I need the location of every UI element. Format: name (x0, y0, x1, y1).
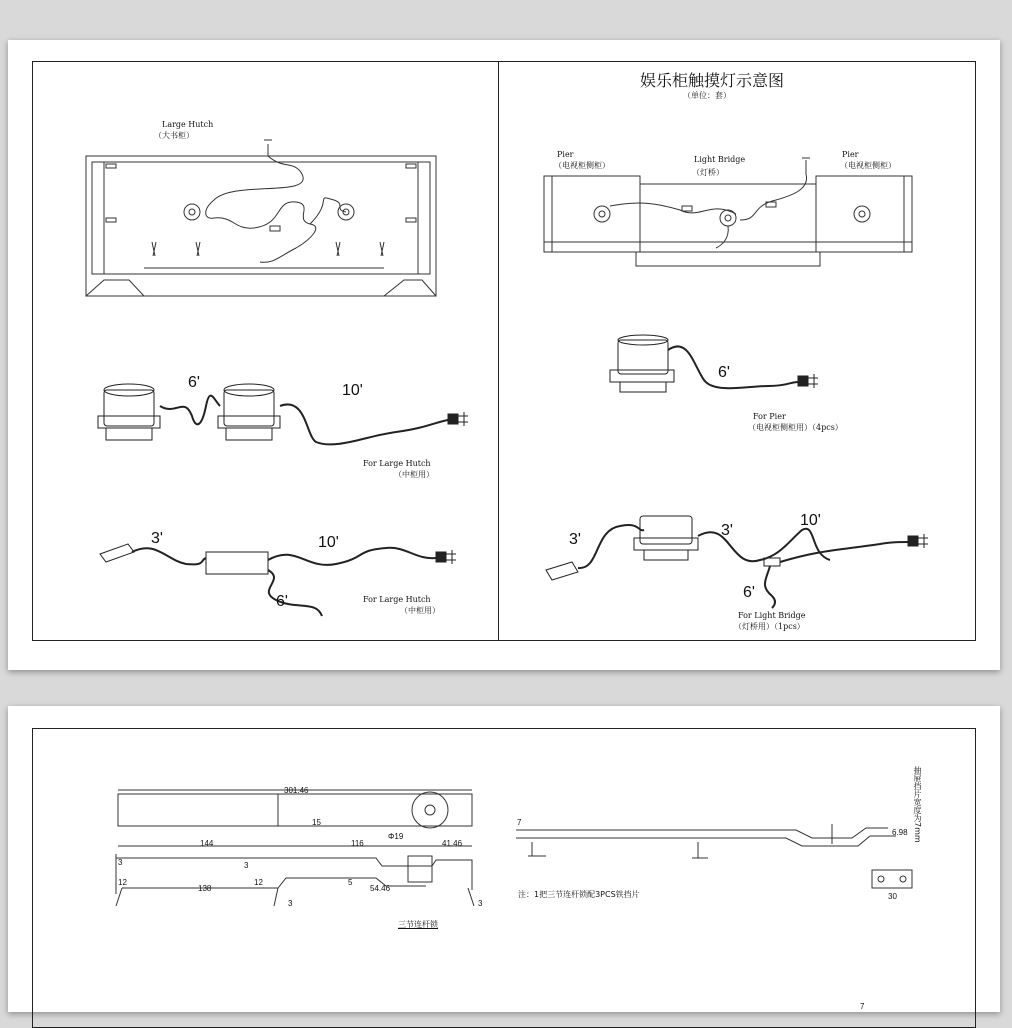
pier-left-label: Pier (557, 150, 574, 159)
dim-30: 30 (888, 892, 897, 901)
driver-cable-length-10: 10' (318, 534, 339, 551)
drawing-sheet-1 (8, 40, 1000, 670)
dim-41: 41.46 (442, 839, 463, 848)
pier-caption: For Pier (753, 412, 786, 421)
bridge-caption-cn: （灯桥用）（1pcs） (734, 622, 805, 631)
dim-3-b: 3 (244, 861, 249, 870)
hutch-label-cn: （大书柜） (154, 131, 194, 140)
bridge-caption: For Light Bridge (738, 611, 806, 620)
lamps-caption: For Large Hutch (363, 459, 431, 468)
three-section-lock-drawing (108, 784, 488, 914)
dim-12-a: 12 (118, 878, 127, 887)
dim-5: 5 (348, 878, 353, 887)
diagram-title: 娱乐柜触摸灯示意图 (640, 71, 785, 90)
pier-caption-cn: （电视柜侧柜用）（4pcs） (748, 423, 843, 432)
bridge-cable-length-3b: 3' (721, 522, 733, 539)
driver-cable-length-6: 6' (276, 593, 288, 610)
bridge-lamp-drawing (540, 510, 936, 610)
driver-caption-cn: （中柜用） (400, 606, 440, 615)
lamp-cable-length-6: 6' (188, 374, 200, 391)
drawer-bracket-drawing (514, 814, 894, 884)
bridge-cable-length-10: 10' (800, 512, 821, 529)
dim-54: 54.46 (370, 884, 391, 893)
dim-19: Φ19 (388, 832, 404, 841)
hutch-label: Large Hutch (162, 120, 214, 129)
dim-7: 7 (517, 818, 522, 827)
large-hutch-drawing (84, 140, 444, 300)
pier-right-label: Pier (842, 150, 859, 159)
dim-144: 144 (200, 839, 214, 848)
bracket-note: 注：1把三节连杆锁配3PCS铁挡片 (518, 890, 640, 899)
drawing-sheet-2 (8, 706, 1000, 1012)
dim-3-a: 3 (118, 858, 123, 867)
dim-116: 116 (351, 839, 364, 848)
bridge-label: Light Bridge (694, 155, 746, 164)
bridge-cable-length-6: 6' (743, 584, 755, 601)
dim-3-d: 3 (478, 899, 483, 908)
hutch-lamps-drawing (96, 376, 476, 456)
bridge-cable-length-3a: 3' (569, 531, 581, 548)
pier-cable-length-6: 6' (718, 364, 730, 381)
part-caption: 三节连杆锁 (398, 920, 438, 929)
dim-3-c: 3 (288, 899, 293, 908)
frame-divider (498, 61, 499, 641)
dim-12-b: 12 (254, 878, 263, 887)
side-note: 抽屉挡片宽度为7mm (913, 766, 922, 843)
lamp-cable-length-10: 10' (342, 382, 363, 399)
bridge-label-cn: （灯桥） (692, 168, 724, 177)
diagram-subtitle: （单位：套） (683, 91, 731, 100)
pier-bridge-drawing (540, 160, 916, 270)
dim-138: 138 (198, 884, 212, 893)
driver-cable-length-3: 3' (151, 530, 163, 547)
driver-caption: For Large Hutch (363, 595, 431, 604)
dim-6-98: 6.98 (892, 828, 908, 837)
pier-right-label-cn: （电视柜侧柜） (840, 161, 896, 170)
dim-15: 15 (312, 818, 321, 827)
dim-7-b: 7 (860, 1002, 865, 1011)
lamps-caption-cn: （中柜用） (394, 470, 434, 479)
dim-overall: 301.46 (284, 786, 309, 795)
pier-left-label-cn: （电视柜侧柜） (554, 161, 610, 170)
